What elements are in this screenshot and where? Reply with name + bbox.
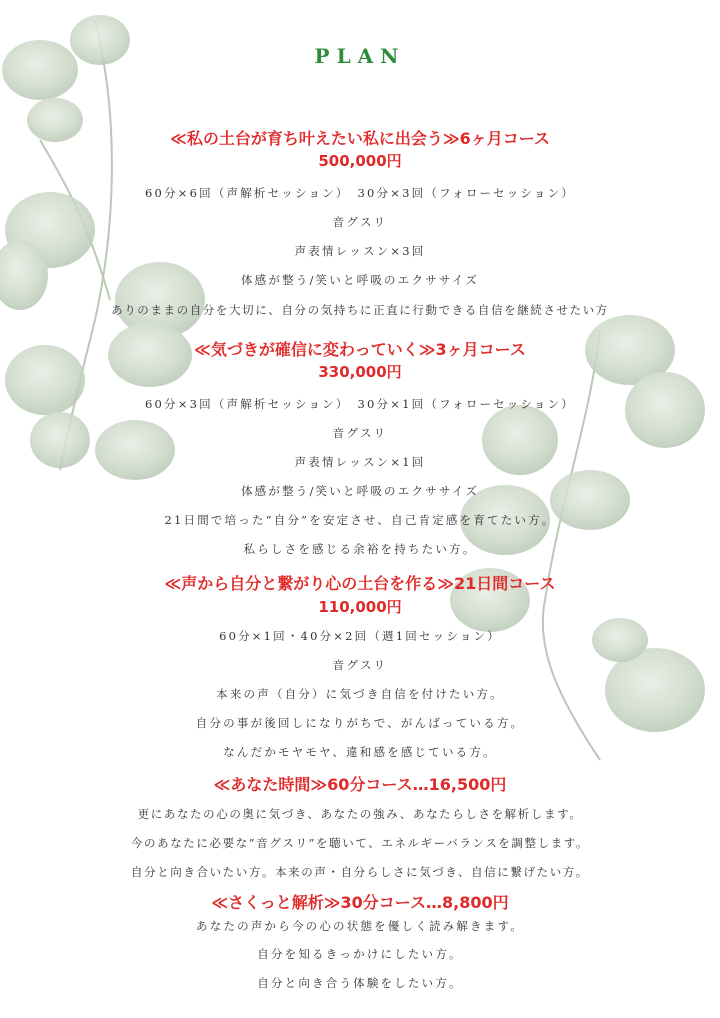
plan-price-6-month: 500,000円 <box>318 152 402 170</box>
plan-detail-line: 本来の声（自分）に気づき自信を付けたい方。 <box>216 687 504 701</box>
plan-detail-line: 自分の事が後回しになりがちで、がんばっている方。 <box>195 716 525 730</box>
plan-price-21-days: 110,000円 <box>318 598 402 616</box>
page-title: PLAN <box>314 44 406 68</box>
plan-detail-line: 自分と向き合う体験をしたい方。 <box>257 976 463 990</box>
plan-detail-line: ありのままの自分を大切に、自分の気持ちに正直に行動できる自信を継続させたい方 <box>111 303 609 317</box>
plan-detail-line: 60分×3回（声解析セッション） 30分×1回（フォローセッション） <box>145 397 575 411</box>
plan-detail-line: 自分を知るきっかけにしたい方。 <box>257 947 463 961</box>
plan-detail-line: 私らしさを感じる余裕を持ちたい方。 <box>243 542 477 556</box>
plan-detail-line: 自分と向き合いたい方。本来の声・自分らしさに気づき、自信に繋げたい方。 <box>130 865 590 879</box>
plan-detail-line: 音グスリ <box>332 426 388 440</box>
plan-detail-line: 声表情レッスン×3回 <box>294 244 426 258</box>
plan-detail-line: 今のあなたに必要な”音グスリ”を聴いて、エネルギーバランスを調整します。 <box>130 836 590 850</box>
plan-detail-line: 体感が整う/笑いと呼吸のエクササイズ <box>240 484 480 498</box>
plan-detail-line: 体感が整う/笑いと呼吸のエクササイズ <box>240 273 480 287</box>
plan-heading-3-month: ≪気づきが確信に変わっていく≫3ヶ月コース <box>194 340 526 359</box>
plan-detail-line: 音グスリ <box>332 658 388 672</box>
plan-detail-line: あなたの声から今の心の状態を優しく読み解きます。 <box>196 919 524 933</box>
plan-detail-line: 60分×1回・40分×2回（週1回セッション） <box>219 629 501 643</box>
plan-detail-line: 更にあなたの心の奥に気づき、あなたの強み、あなたらしさを解析します。 <box>137 807 583 821</box>
plan-heading-30-min: ≪さくっと解析≫30分コース…8,800円 <box>211 893 509 912</box>
plan-heading-60-min: ≪あなた時間≫60分コース…16,500円 <box>213 775 507 794</box>
plan-detail-line: 21日間で培った”自分”を安定させ、自己肯定感を育てたい方。 <box>164 513 556 527</box>
plan-price-3-month: 330,000円 <box>318 363 402 381</box>
plan-heading-6-month: ≪私の土台が育ち叶えたい私に出会う≫6ヶ月コース <box>170 129 550 148</box>
plan-detail-line: 声表情レッスン×1回 <box>294 455 426 469</box>
plan-detail-line: 音グスリ <box>332 215 388 229</box>
plan-detail-line: 60分×6回（声解析セッション） 30分×3回（フォローセッション） <box>145 186 575 200</box>
plan-detail-line: なんだかモヤモヤ、違和感を感じている方。 <box>223 745 497 759</box>
plan-heading-21-days: ≪声から自分と繋がり心の土台を作る≫21日間コース <box>164 574 556 593</box>
